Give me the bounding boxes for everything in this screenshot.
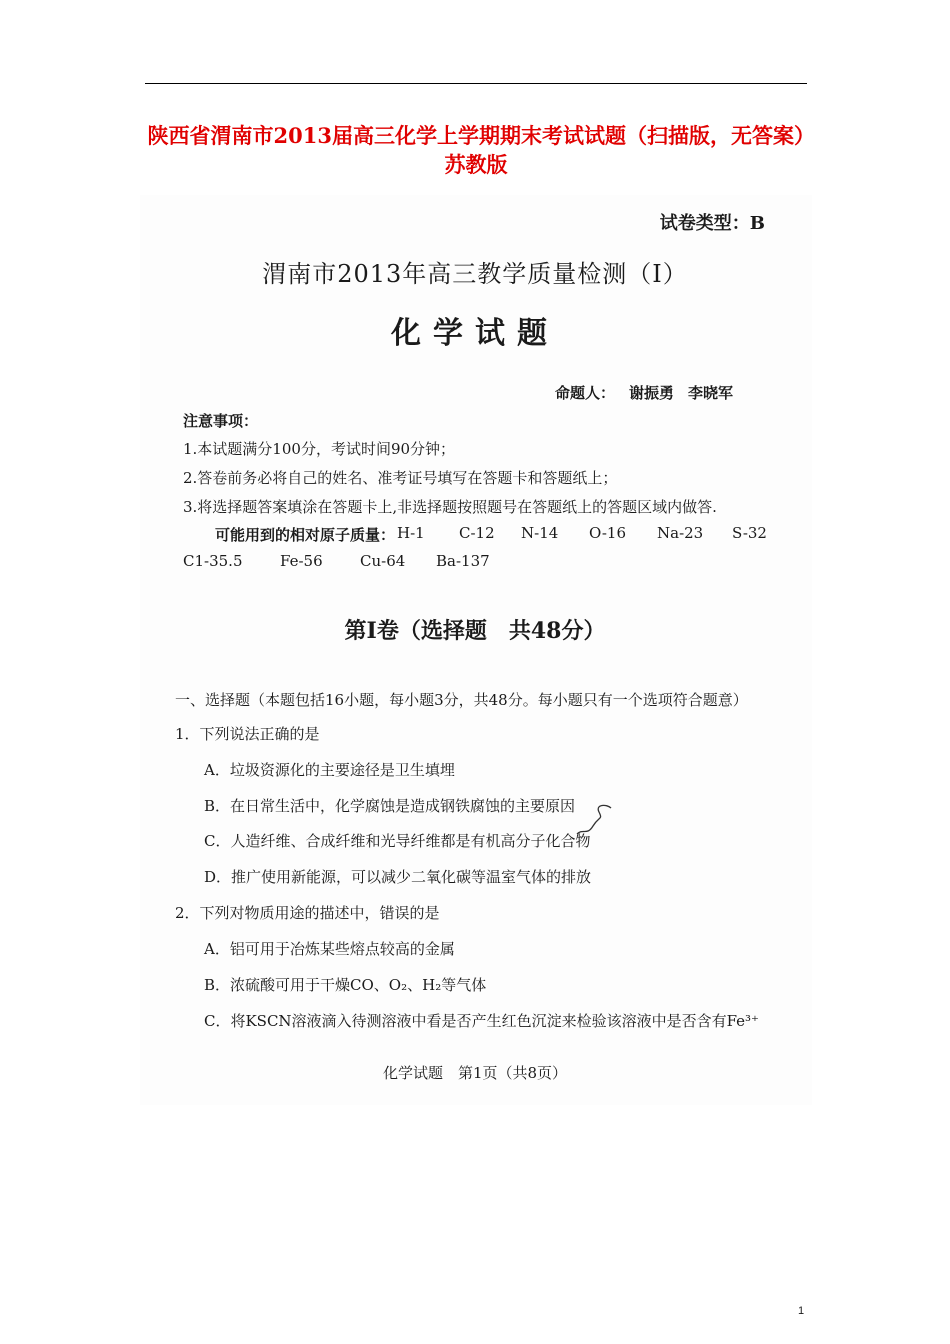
- question-stem: 1．下列说法正确的是: [175, 725, 320, 743]
- atomic-mass: Ba-137: [436, 552, 490, 570]
- author-name: 谢振勇: [629, 384, 675, 402]
- paper-type: 试卷类型：B: [659, 213, 765, 234]
- section-title: 第Ⅰ卷（选择题 共48分）: [344, 618, 606, 644]
- atomic-mass: H-1: [397, 524, 425, 542]
- exam-header: 渭南市2013年高三教学质量检测（Ⅰ）: [262, 260, 688, 288]
- top-rule: [145, 83, 807, 84]
- atomic-mass: O-16: [589, 524, 627, 542]
- atomic-masses: [183, 524, 783, 580]
- atomic-mass: Cu-64: [360, 552, 406, 570]
- page-number: 1: [798, 1305, 805, 1317]
- question-option: C．人造纤维、合成纤维和光导纤维都是有机高分子化合物: [204, 832, 591, 850]
- question-option: C．将KSCN溶液滴入待测溶液中看是否产生红色沉淀来检验该溶液中是否含有Fe³⁺: [204, 1012, 759, 1030]
- atomic-mass: Fe-56: [280, 552, 323, 570]
- page-footer: 化学试题 第1页（共8页）: [382, 1064, 568, 1082]
- authors: [555, 382, 747, 403]
- authors-label: 命题人：: [555, 384, 616, 402]
- question-option: B．浓硫酸可用于干燥CO、O₂、H₂等气体: [204, 976, 487, 994]
- note-item: 3.将选择题答案填涂在答题卡上,非选择题按照题号在答题纸上的答题区域内做答.: [183, 498, 717, 516]
- part-intro: 一、选择题（本题包括16小题，每小题3分，共48分。每小题只有一个选项符合题意）: [175, 691, 748, 709]
- note-item: 2.答卷前务必将自己的姓名、准考证号填写在答题卡和答题纸上；: [183, 469, 618, 487]
- note-item: 1.本试题满分100分，考试时间90分钟；: [183, 440, 456, 458]
- atomic-mass: C1-35.5: [183, 552, 243, 570]
- document-title: 陕西省渭南市2013届高三化学上学期期末考试试题（扫描版，无答案）苏教版: [147, 123, 805, 177]
- atomic-mass: C-12: [459, 524, 495, 542]
- question-stem: 2．下列对物质用途的描述中，错误的是: [175, 904, 440, 922]
- question-option: A．铝可用于冶炼某些熔点较高的金属: [204, 940, 455, 958]
- atomic-mass: S-32: [732, 524, 767, 542]
- author-name: 李晓军: [688, 384, 734, 402]
- question-option: D．推广使用新能源，可以减少二氧化碳等温室气体的排放: [204, 868, 592, 886]
- atomic-mass: Na-23: [657, 524, 704, 542]
- question-option: B．在日常生活中，化学腐蚀是造成钢铁腐蚀的主要原因: [204, 797, 576, 815]
- atomic-masses-label: 可能用到的相对原子质量：: [215, 526, 396, 544]
- subject-title: 化学试题: [391, 316, 559, 351]
- atomic-mass: N-14: [521, 524, 559, 542]
- pen-mark: [575, 800, 615, 840]
- question-option: A．垃圾资源化的主要途径是卫生填埋: [204, 761, 455, 779]
- notes-heading: 注意事项：: [183, 412, 259, 430]
